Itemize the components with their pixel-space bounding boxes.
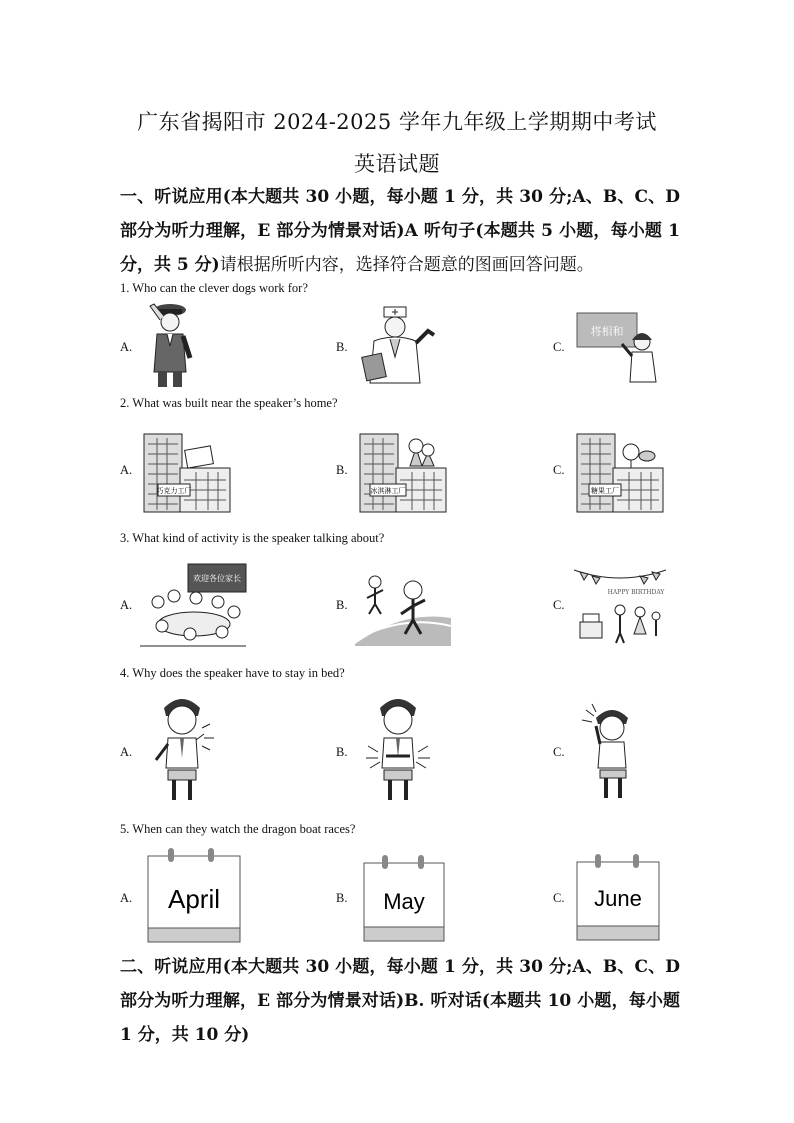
q1-board-text: 将相和 [590,325,624,338]
page-subtitle: 英语试题 [354,152,440,176]
boy-coughing-image [146,694,218,804]
q4-option-c-label: C. [553,745,565,759]
section-2-intro: 二、听说应用(本大题共 30 小题，每小题 1 分，共 30 分;A、B、C、D 部分为听力理解，E 部分为情景对话)B. 听对话(本题共 10 小题，每小题 1 分，共 10 分) [120,957,680,1045]
chocolate-factory-image [140,430,232,514]
candy-factory-image [573,430,665,514]
q4-option-b-label: B. [336,745,348,759]
doctor-image [354,305,440,385]
q2-option-c-label: C. [553,463,565,477]
q5-option-a-label: A. [120,891,133,905]
calendar-april-image [146,848,242,944]
running-race-image [355,570,451,646]
q3a-board-text: 欢迎各位家长 [193,574,241,583]
q3-option-b-label: B. [336,598,348,612]
policewoman-image [140,300,200,388]
section-1-heading: 一、听说应用(本大题共 30 小题，每小题 1 分，共 30 分;A、B、C、D 部分为听力理解，E 部分为情景对话)A 听句子(本题共 5 小题，每小题 1 分，共 5 分) [120,187,680,275]
boy-headache-image [578,702,644,802]
parents-meeting-image [138,562,248,648]
page-title: 广东省揭阳市 2024-2025 学年九年级上学期期中考试 [137,110,657,134]
q1-option-c-label: C. [553,340,565,354]
q2a-sign: 巧克力工厂 [156,487,192,495]
section-1-instruction: 请根据所听内容，选择符合题意的图画回答问题。 [219,255,594,275]
q2-option-b-label: B. [336,463,348,477]
q4-option-a-label: A. [120,745,133,759]
month-may: May [383,889,425,914]
q2-option-a-label: A. [120,463,133,477]
q3-option-c-label: C. [553,598,565,612]
teacher-at-board-image [576,312,662,384]
calendar-may-image [362,855,446,943]
calendar-june-image [575,854,661,942]
q3c-banner: HAPPY BIRTHDAY [607,589,665,596]
ice-cream-factory-image [356,430,448,514]
month-june: June [594,886,642,911]
question-1: 1. Who can the clever dogs work for? [120,281,308,295]
q5-option-b-label: B. [336,891,348,905]
question-5: 5. When can they watch the dragon boat races? [120,822,356,836]
boy-stomachache-image [362,694,434,804]
q5-option-c-label: C. [553,891,565,905]
birthday-party-image [572,564,668,646]
section-1-intro [120,180,680,282]
question-2: 2. What was built near the speaker’s home? [120,396,338,410]
q1-option-b-label: B. [336,340,348,354]
q1-option-a-label: A. [120,340,133,354]
q2c-sign: 糖果工厂 [591,487,619,495]
question-3: 3. What kind of activity is the speaker talking about? [120,531,385,545]
month-april: April [167,884,221,914]
question-4: 4. Why does the speaker have to stay in bed? [120,666,345,680]
q2b-sign: 冰淇淋工厂 [370,487,406,495]
q3-option-a-label: A. [120,598,133,612]
